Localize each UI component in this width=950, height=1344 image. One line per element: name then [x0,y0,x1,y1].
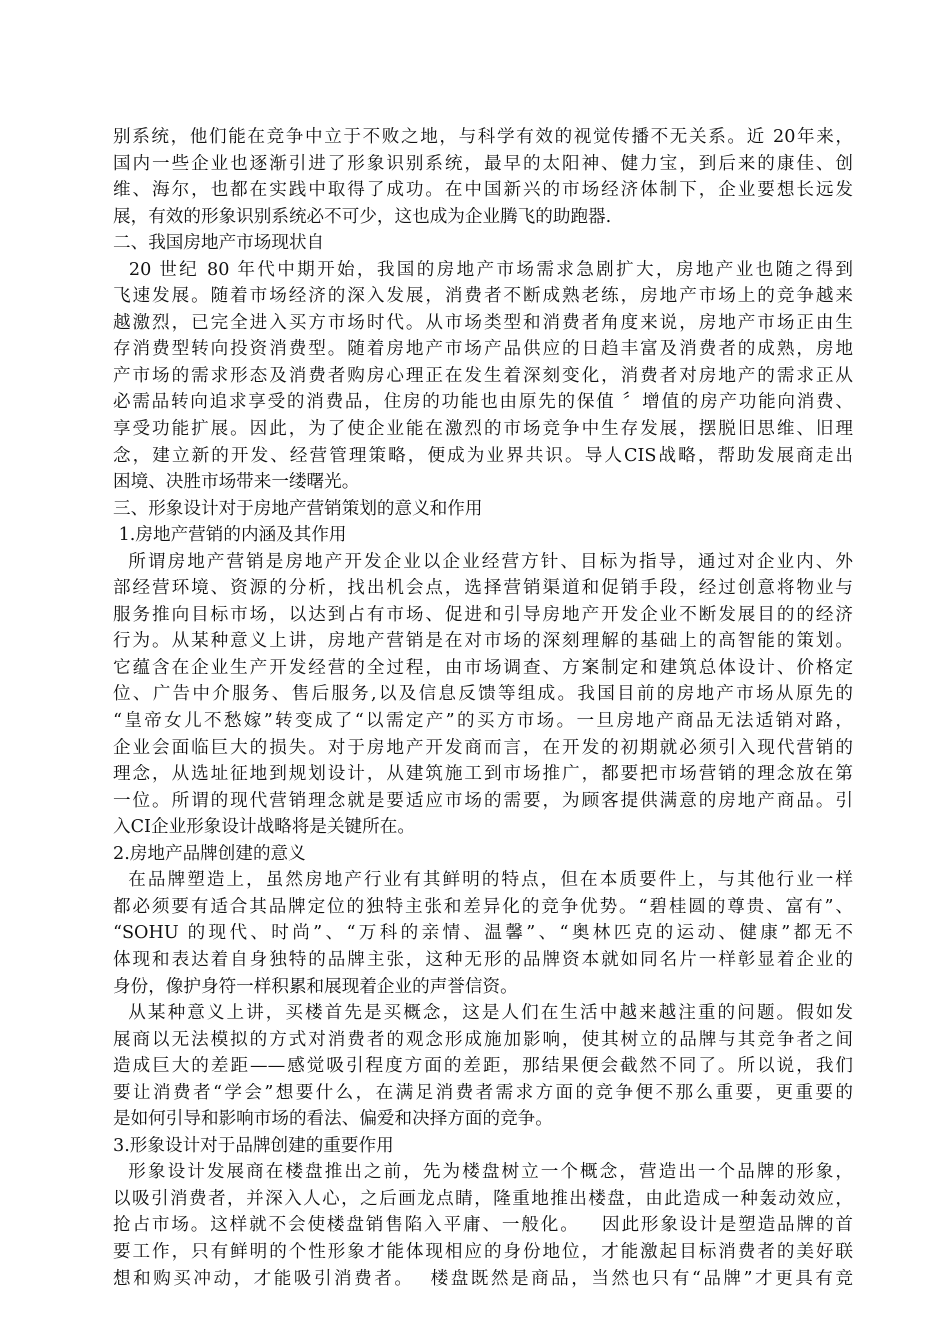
text-line: 理念，从选址征地到规划设计，从建筑施工到市场推广，都要把市场营销的理念放在第 [113,764,853,785]
text-line: 位、广告中介服务、售后服务,以及信息反馈等组成。我国目前的房地产市场从原先的 [113,684,853,705]
text-line: 它蕴含在企业生产开发经营的全过程，由市场调查、方案制定和建筑总体设计、价格定 [113,657,853,678]
text-line: 维、海尔，也都在实践中取得了成功。在中国新兴的市场经济体制下，企业要想长远发 [113,180,853,201]
subsection-heading: 3.形象设计对于品牌创建的重要作用 [113,1135,394,1156]
text-line: 享受功能扩展。因此，为了使企业能在激烈的市场竞争中生存发展，摆脱旧思维、旧理 [113,419,853,440]
text-line: 必需品转向追求享受的消费品，住房的功能也由原先的保值 〞增值的房产功能向消费、 [113,392,853,413]
text-line: 体现和表达着自身独特的品牌主张，这种无形的品牌资本就如同名片一样彰显着企业的 [113,949,853,970]
text-line: 形象设计发展商在楼盘推出之前，先为楼盘树立一个概念，营造出一个品牌的形象， [113,1162,853,1183]
section-heading: 三、形象设计对于房地产营销策划的意义和作用 [113,498,483,519]
text-line: 所谓房地产营销是房地产开发企业以企业经营方针、目标为指导，通过对企业内、外 [113,551,853,572]
text-line: 越激烈，已完全进入买方市场时代。从市场类型和消费者角度来说，房地产市场正由生 [113,312,853,333]
text-line: 产市场的需求形态及消费者购房心理正在发生着深刻变化，消费者对房地产的需求正从 [113,365,853,386]
text-line: 从某种意义上讲，买楼首先是买概念，这是人们在生活中越来越注重的问题。假如发 [113,1003,853,1024]
section-heading: 二、我国房地产市场现状自 [113,233,325,254]
text-line: 行为。从某种意义上讲，房地产营销是在对市场的深刻理解的基础上的高智能的策划。 [113,631,853,652]
text-line: 企业会面临巨大的损失。对于房地产开发商而言，在开发的初期就必须引入现代营销的 [113,737,853,758]
subsection-heading: 2.房地产品牌创建的意义 [113,843,306,864]
text-line: 国内一些企业也逐渐引进了形象识别系统，最早的太阳神、健力宝，到后来的康佳、创 [113,153,853,174]
text-line: 部经营环境、资源的分析，找出机会点，选择营销渠道和促销手段，经过创意将物业与 [113,578,853,599]
text-line: 是如何引导和影响市场的看法、偏爱和决择方面的竞争。 [113,1109,553,1130]
text-line: 想和购买冲动，才能吸引消费者。 楼盘既然是商品，当然也只有“品牌”才更具有竞 [113,1268,853,1289]
text-line: 念，建立新的开发、经营管理策略，便成为业界共识。导人CIS战略，帮助发展商走出 [113,445,853,466]
text-line: 存消费型转向投资消费型。随着房地产市场产品供应的日趋丰富及消费者的成熟，房地 [113,339,853,360]
text-line: 一位。所谓的现代营销理念就是要适应市场的需要，为顾客提供满意的房地产商品。引 [113,790,853,811]
text-line: 别系统，他们能在竞争中立于不败之地，与科学有效的视觉传播不无关系。近 20年来， [113,127,853,147]
text-line: “SOHU 的现代、时尚”、“万科的亲情、温馨”、“奥林匹克的运动、健康”都无不 [113,923,853,944]
text-line: 以吸引消费者，并深入人心，之后画龙点睛，隆重地推出楼盘，由此造成一种轰动效应， [113,1188,853,1209]
text-line: 要工作，只有鲜明的个性形象才能体现相应的身份地位，才能激起目标消费者的美好联 [113,1241,853,1262]
text-line: 20 世纪 80 年代中期开始，我国的房地产市场需求急剧扩大，房地产业也随之得到 [113,259,853,280]
text-line: 入CI企业形象设计战略将是关键所在。 [113,817,415,838]
text-line: 身份，像护身符一样积累和展现着企业的声誉信资。 [113,976,518,997]
subsection-heading: 1.房地产营销的内涵及其作用 [113,525,347,546]
text-line: 展，有效的形象识别系统必不可少，这也成为企业腾飞的助跑器. [113,206,612,227]
document-page [113,124,853,1292]
text-line: 造成巨大的差距——感觉吸引程度方面的差距，那结果便会截然不同了。所以说，我们 [113,1056,853,1077]
text-line: 展商以无法模拟的方式对消费者的观念形成施加影响，使其树立的品牌与其竞争者之间 [113,1029,853,1050]
text-line: 飞速发展。随着市场经济的深入发展，消费者不断成熟老练，房地产市场上的竞争越来 [113,286,853,307]
text-line: 抢占市场。这样就不会使楼盘销售陷入平庸、一般化。 因此形象设计是塑造品牌的首 [113,1215,853,1236]
text-line: 都必须要有适合其品牌定位的独特主张和差异化的竞争优势。“碧桂圆的尊贵、富有”、 [113,896,853,917]
text-line: “皇帝女儿不愁嫁”转变成了“以需定产”的买方市场。一旦房地产商品无法适销对路， [113,711,853,732]
text-line: 困境、决胜市场带来一缕曙光。 [113,472,360,493]
text-line: 在品牌塑造上，虽然房地产行业有其鲜明的特点，但在本质要件上，与其他行业一样 [113,870,853,891]
text-line: 要让消费者“学会”想要什么，在满足消费者需求方面的竞争便不那么重要，更重要的 [113,1082,853,1103]
text-line: 服务推向目标市场，以达到占有市场、促进和引导房地产开发企业不断发展目的的经济 [113,604,853,625]
